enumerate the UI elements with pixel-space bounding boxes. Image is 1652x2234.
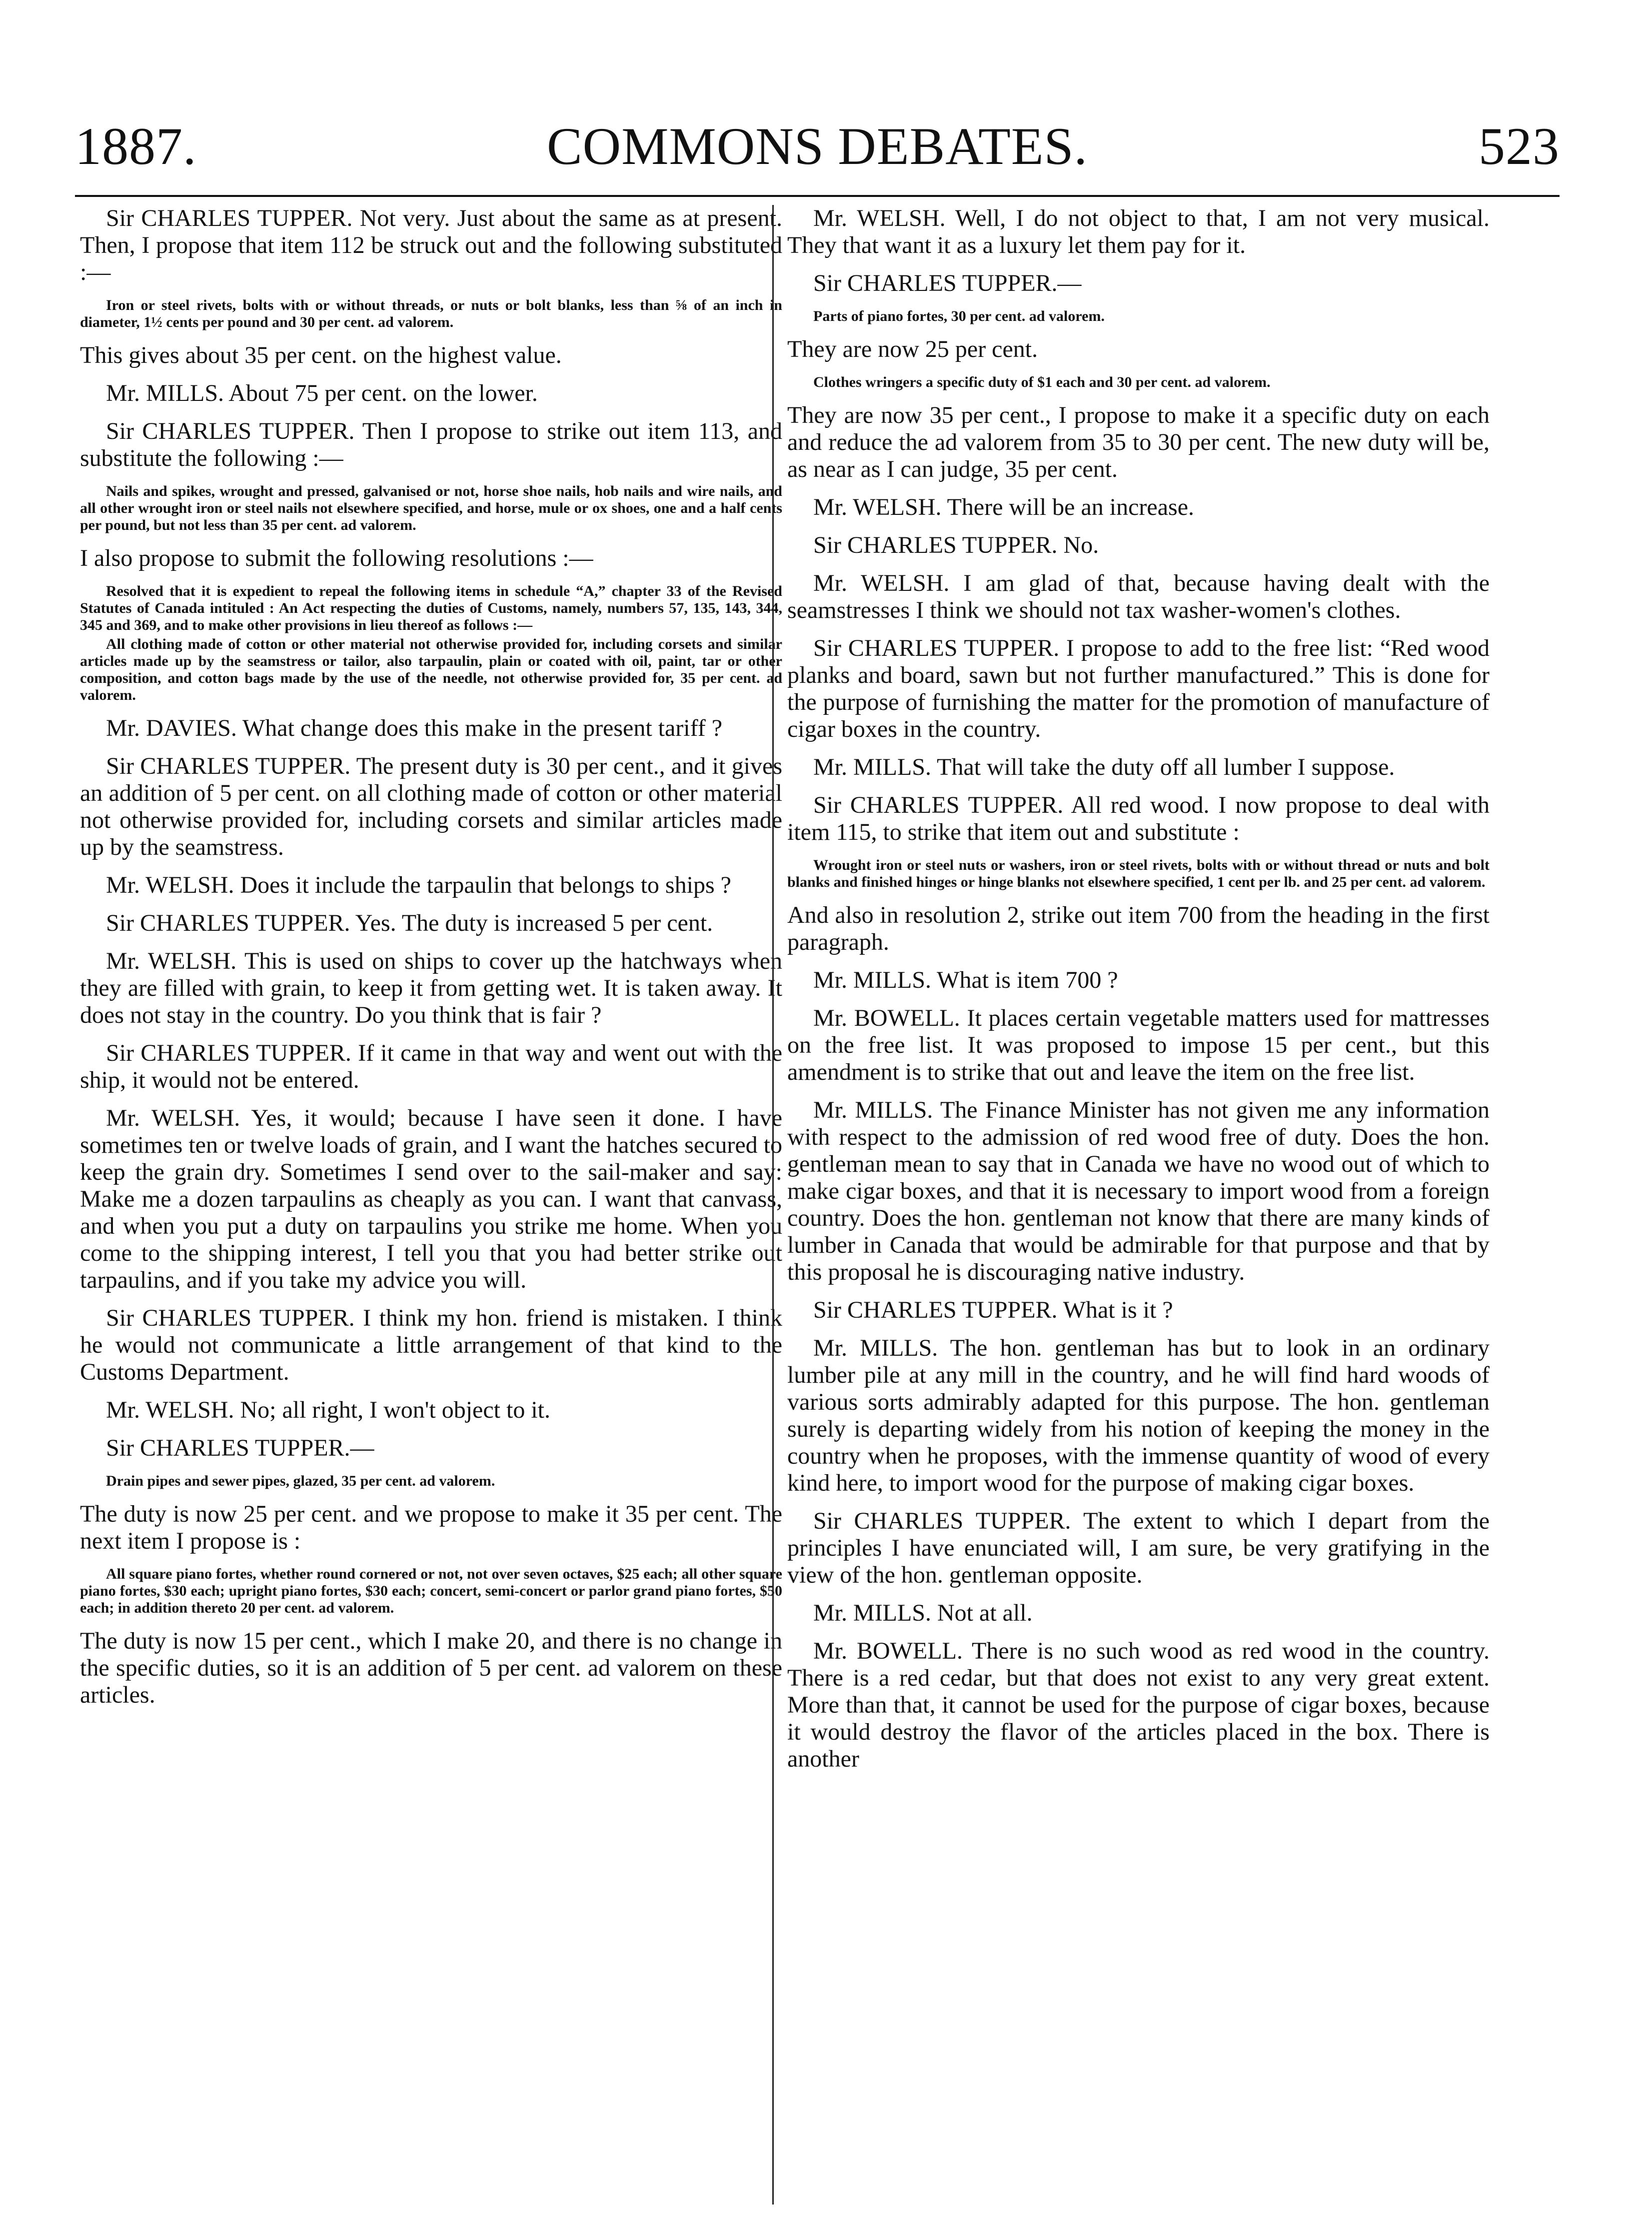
speech-paragraph: Mr. WELSH. I am glad of that, because having dealt with the seamstresses I think we should not tax washer-women's clothes. [787,570,1490,623]
speech-paragraph: Mr. MILLS. The hon. gentleman has but to look in an ordinary lumber pile at any mill in the country, and he will find hard woods of various sorts admirably adapted for this purpose. The hon. gentleman surely is departing widely from his notion of keeping the money in the country when he proposes, with the immense quantity of wood of every kind here, to import wood for the purpose of making cigar boxes. [787,1335,1490,1496]
speech-paragraph: Mr. DAVIES. What change does this make in the present tariff ? [106,715,723,741]
resolution-text: Nails and spikes, wrought and pressed, galvanised or not, horse shoe nails, hob nails and wire nails, and all other wrought iron or steel nails not elsewhere specified, and horse, mule or ox shoes, one and a half cents per pound, but not less than 35 per cent. ad valorem. [80,483,782,533]
right-column [787,205,1490,1784]
speech-paragraph: Sir CHARLES TUPPER. Yes. The duty is increased 5 per cent. [106,910,713,936]
speech-paragraph: Sir CHARLES TUPPER.— [813,270,1082,296]
speech-paragraph: Mr. WELSH. Well, I do not object to that, I am not very musical. They that want it as a luxury let them pay for it. [787,205,1490,258]
column-divider [772,205,774,2205]
speech-paragraph: Sir CHARLES TUPPER. All red wood. I now propose to deal with item 115, to strike that item out and substitute : [787,792,1490,845]
speech-paragraph: Sir CHARLES TUPPER. What is it ? [813,1297,1173,1323]
speech-paragraph: Mr. WELSH. This is used on ships to cover up the hatchways when they are filled with grain, to keep it from getting wet. It is taken away. It does not stay in the country. Do you think that is fair ? [80,948,782,1028]
resolution-text: Parts of piano fortes, 30 per cent. ad valorem. [813,308,1105,324]
header-year: 1887. [75,117,197,175]
speech-paragraph: Sir CHARLES TUPPER. The extent to which I depart from the principles I have enunciated will, I am sure, be very gratifying in the view of the hon. gentleman opposite. [787,1508,1490,1588]
speech-paragraph: Sir CHARLES TUPPER.— [106,1435,374,1461]
speech-paragraph: Mr. MILLS. What is item 700 ? [813,967,1118,993]
resolution-text: All square piano fortes, whether round cornered or not, not over seven octaves, $25 each; all other square piano fortes, $30 each; upright piano fortes, $30 each; concert, semi-concert or parlor grand piano fortes, $50 each; in addition thereto 20 per cent. ad valorem. [80,1566,782,1616]
resolution-text: Drain pipes and sewer pipes, glazed, 35 per cent. ad valorem. [106,1473,495,1489]
speech-paragraph: Mr. WELSH. No; all right, I won't object to it. [106,1397,551,1423]
speech-paragraph: The duty is now 25 per cent. and we propose to make it 35 per cent. The next item I propose is : [80,1501,782,1554]
left-column [80,205,782,1720]
speech-paragraph: Mr. WELSH. There will be an increase. [813,494,1194,520]
speech-paragraph: The duty is now 15 per cent., which I make 20, and there is no change in the specific duties, so it is an addition of 5 per cent. ad valorem on these articles. [80,1628,782,1708]
speech-paragraph: Sir CHARLES TUPPER. If it came in that way and went out with the ship, it would not be entered. [80,1040,782,1093]
speech-paragraph: Sir CHARLES TUPPER. The present duty is 30 per cent., and it gives an addition of 5 per cent. on all clothing made of cotton or other material not otherwise provided for, including corsets and similar articles made up by the seamstress. [80,753,782,860]
speech-paragraph: Mr. MILLS. Not at all. [813,1600,1033,1626]
resolution-text: Wrought iron or steel nuts or washers, iron or steel rivets, bolts with or without thread or nuts and bolt blanks and finished hinges or hinge blanks not elsewhere specified, 1 cent per lb. and 25 per cent. ad valorem. [787,857,1490,890]
header-rule [75,195,1560,197]
speech-paragraph: Mr. BOWELL. There is no such wood as red wood in the country. There is a red cedar, but that does not exist to any very great extent. More than that, it cannot be used for the purpose of cigar boxes, because it would destroy the flavor of the articles placed in the box. There is another [787,1638,1490,1772]
speech-paragraph: This gives about 35 per cent. on the highest value. [80,342,562,368]
speech-paragraph: Sir CHARLES TUPPER. I think my hon. friend is mistaken. I think he would not communicate a little arrangement of that kind to the Customs Department. [80,1305,782,1385]
speech-paragraph: Mr. MILLS. The Finance Minister has not given me any information with respect to the admission of red wood free of duty. Does the hon. gentleman mean to say that in Canada we have no wood out of which to make cigar boxes, and that it is necessary to import wood from a foreign country. Does the hon. gentleman not know that there are many kinds of lumber in Canada that would be admirable for that purpose and that by this proposal he is discouraging native industry. [787,1097,1490,1285]
resolution-text: All clothing made of cotton or other material not otherwise provided for, including corsets and similar articles made up by the seamstress or tailor, also tarpaulin, plain or coated with oil, paint, tar or other composition, and cotton bags made by the use of the needle, not otherwise provided for, 35 per cent. ad valorem. [80,636,782,703]
speech-paragraph: Sir CHARLES TUPPER. Then I propose to strike out item 113, and substitute the following :— [80,418,782,471]
speech-paragraph: Mr. BOWELL. It places certain vegetable matters used for mattresses on the free list. It was proposed to impose 15 per cent., but this amendment is to strike that out and leave the item on the free list. [787,1005,1490,1085]
speech-paragraph: Mr. MILLS. About 75 per cent. on the lower. [106,380,538,406]
page-header [75,114,1560,184]
speech-paragraph: They are now 35 per cent., I propose to make it a specific duty on each and reduce the ad valorem from 35 to 30 per cent. The new duty will be, as near as I can judge, 35 per cent. [787,402,1490,482]
speech-paragraph: I also propose to submit the following resolutions :— [80,545,593,571]
speech-paragraph: Sir CHARLES TUPPER. Not very. Just about the same as at present. Then, I propose that item 112 be struck out and the following substituted :— [80,205,782,285]
speech-paragraph: They are now 25 per cent. [787,336,1038,362]
speech-paragraph: Sir CHARLES TUPPER. I propose to add to the free list: “Red wood planks and board, sawn but not further manufactured.” This is done for the purpose of furnishing the matter for the promotion of manufacture of cigar boxes in the country. [787,635,1490,742]
speech-paragraph: Mr. WELSH. Yes, it would; because I have seen it done. I have sometimes ten or twelve loads of grain, and I want the hatches secured to keep the grain dry. Sometimes I send over to the sail-maker and say: Make me a dozen tarpaulins as cheaply as you can. I want that canvass, and when you put a duty on tarpaulins you strike me home. When you come to the shipping interest, I tell you that you had better strike out tarpaulins, and if you take my advice you will. [80,1105,782,1293]
resolution-text: Iron or steel rivets, bolts with or without threads, or nuts or bolt blanks, less than ⅝ of an inch in diameter, 1½ cents per pound and 30 per cent. ad valorem. [80,297,782,330]
speech-paragraph: Mr. MILLS. That will take the duty off all lumber I suppose. [813,754,1395,780]
speech-paragraph: Mr. WELSH. Does it include the tarpaulin that belongs to ships ? [106,872,731,898]
resolution-text: Resolved that it is expedient to repeal the following items in schedule “A,” chapter 33 of the Revised Statutes of Canada intituled : An Act respecting the duties of Customs, namely, numbers 57, 135, 143, 344, 345 and 369, and to make other provisions in lieu thereof as follows :— [80,583,782,633]
header-page-number: 523 [1479,117,1560,175]
speech-paragraph: Sir CHARLES TUPPER. No. [813,532,1099,558]
header-title: COMMONS DEBATES. [546,117,1088,175]
speech-paragraph: And also in resolution 2, strike out item 700 from the heading in the first paragraph. [787,902,1490,955]
resolution-text: Clothes wringers a specific duty of $1 each and 30 per cent. ad valorem. [813,374,1271,390]
